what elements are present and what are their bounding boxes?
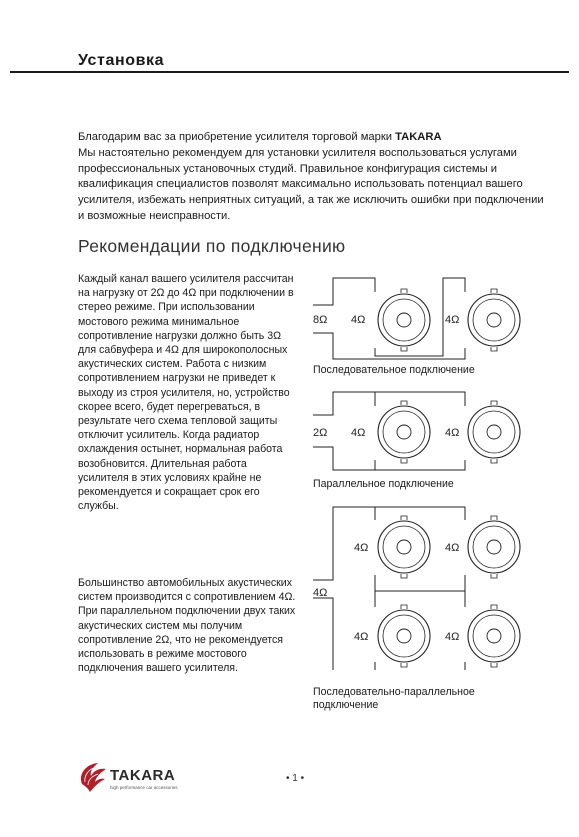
wiring-diagrams (308, 270, 533, 670)
speaker-icon (468, 289, 520, 351)
title-rule (10, 71, 569, 73)
sp-speaker-2-label: 4Ω (445, 542, 460, 554)
speaker-icon (468, 401, 520, 463)
speaker-icon (378, 401, 430, 463)
speaker-icon (468, 605, 520, 667)
series-diagram (313, 278, 520, 359)
paragraph-load: Каждый канал вашего усилителя рассчитан на нагрузку от 2Ω до 4Ω при подключении в стерео режиме. При использовании мостового режима минимальное сопротивление нагрузки должно быть 3Ω для сабвуфера и 4Ω для широкополосных акустических систем. Работа с низким сопротивлением нагрузки не приведет к выходу из строя усилителя, но, устройство скорее всего, будет перегреваться, в результате чего схема тепловой защиты отключит усилитель. Когда радиатор охлаждения остынет, нормальная работа возобновится. Длительная работа усилителя в этих условиях крайне не рекомендуется и сокращает срок его службы. (78, 273, 294, 513)
parallel-speaker-a-label: 4Ω (351, 427, 366, 439)
speaker-icon (468, 516, 520, 578)
intro-rest: Мы настоятельно рекомендуем для установки усилителя воспользоваться услугами профессиональных установочных студий. Правильное конфигурация системы и квалификация специалистов позволят максимально использовать потенциал вашего усилителя, избежать неприятных ситуаций, а так же исключить ошибки при подключении и возможные неисправности. (78, 146, 544, 222)
takara-logo-icon (76, 760, 108, 794)
series-parallel-total-label: 4Ω (313, 587, 328, 599)
intro-paragraph (78, 130, 548, 225)
speaker-icon (378, 605, 430, 667)
intro-brand: TAKARA (395, 131, 442, 143)
series-parallel-diagram (313, 507, 520, 670)
page-number: • 1 • (286, 773, 305, 784)
parallel-caption: Параллельное подключение (313, 478, 454, 490)
sp-speaker-1-label: 4Ω (354, 542, 369, 554)
brand-tagline: high performance car accessories (110, 785, 178, 790)
series-speaker-b-label: 4Ω (445, 314, 460, 326)
series-speaker-a-label: 4Ω (351, 314, 366, 326)
speaker-icon (378, 516, 430, 578)
parallel-speaker-b-label: 4Ω (445, 427, 460, 439)
speaker-icon (378, 289, 430, 351)
series-caption: Последовательное подключение (313, 364, 475, 376)
page-title: Установка (78, 52, 165, 69)
sp-speaker-4-label: 4Ω (445, 631, 460, 643)
paragraph-speakers: Большинство автомобильных акустических систем производится с сопротивлением 4Ω. При параллельном подключении двух таких акустических систем мы получим сопротивление 2Ω, что не рекомендуется использовать в режиме мостового подключения вашего усилителя. (78, 577, 296, 675)
intro-lead: Благодарим вас за приобретение усилителя торговой марки (78, 131, 396, 143)
parallel-total-label: 2Ω (313, 427, 328, 439)
parallel-diagram (313, 392, 520, 470)
series-parallel-caption: Последовательно-параллельное подключение (313, 686, 475, 711)
brand-name: TAKARA (110, 767, 176, 784)
section-title: Рекомендации по подключению (78, 236, 346, 256)
sp-speaker-3-label: 4Ω (354, 631, 369, 643)
series-total-label: 8Ω (313, 314, 328, 326)
